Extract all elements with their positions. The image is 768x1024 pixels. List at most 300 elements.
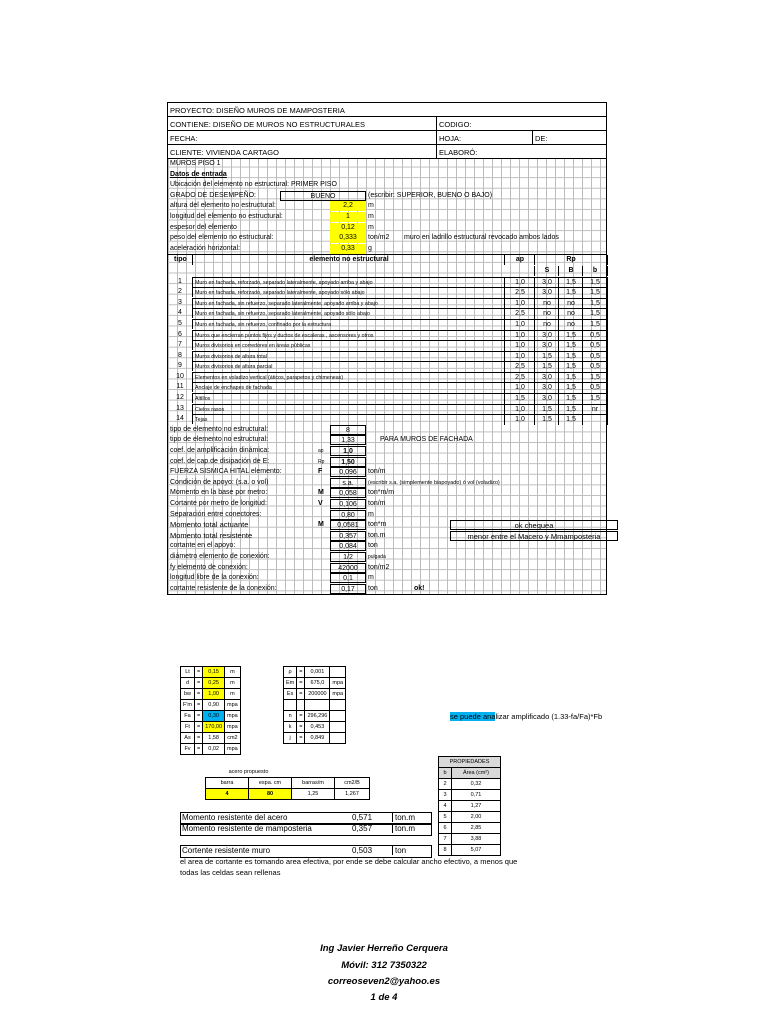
- cort-value: 0,106: [330, 499, 366, 509]
- coef-dis-symbol: Rp: [318, 458, 325, 465]
- row-s: 1,5: [534, 351, 559, 362]
- sep-value: 0,80: [330, 510, 366, 520]
- right-param-eq: =: [297, 733, 305, 744]
- elaboro-label: ELABORÓ:: [439, 148, 478, 157]
- row-ap: 1,0: [504, 277, 535, 288]
- mres-unit: ton.m: [368, 531, 386, 539]
- row-b: 1,5: [558, 287, 583, 298]
- peso-label: peso del elemento no estructural:: [170, 234, 274, 242]
- param-unit: cm2: [225, 733, 241, 744]
- row-description: Muros divisorios de altura total: [192, 351, 504, 361]
- mres-note: menor entre el Macero y Mmamposteria: [450, 531, 618, 541]
- mom-value: 0,058: [330, 488, 366, 498]
- props-area: 5,07: [452, 845, 501, 856]
- right-param-eq: [297, 700, 305, 711]
- cort-symbol: V: [318, 500, 323, 507]
- row-bb: 1,5: [582, 393, 608, 404]
- diam-value: 1/2: [330, 552, 366, 562]
- row-s: 3,0: [534, 287, 559, 298]
- long-row: [168, 573, 607, 584]
- row-bb: 1,5: [582, 277, 608, 288]
- row-description: Elementos en voladizo vertical (áticos, parapetos y chimeneas): [192, 372, 504, 382]
- props-header-row: [439, 768, 501, 779]
- capo-row: [168, 541, 607, 552]
- hoja-label: HOJA:: [439, 134, 462, 143]
- muros-piso: MUROS PISO 1: [170, 160, 221, 167]
- param-unit: mpa: [225, 711, 241, 722]
- row-number: 4: [178, 309, 182, 317]
- cres-value: 0,17: [330, 584, 366, 594]
- row-number: 8: [178, 351, 182, 359]
- coef-amp-label: coef. de amplificación dinámica:: [170, 447, 270, 455]
- row-s: no: [534, 308, 559, 319]
- contents-label: CONTIENE: DISEÑO DE MUROS NO ESTRUCTURALES: [170, 120, 366, 129]
- param-eq: =: [195, 711, 203, 722]
- th-ap: ap: [504, 255, 535, 265]
- mres-row: [168, 531, 607, 542]
- param-eq: =: [195, 700, 203, 711]
- acero-table: [205, 767, 370, 800]
- right-param-eq: =: [297, 667, 305, 678]
- row-bb: 1,5: [582, 372, 608, 383]
- props-row: [439, 845, 501, 856]
- row-s: 3,0: [534, 393, 559, 404]
- right-param-row: [284, 689, 346, 700]
- right-param-s: ρ: [284, 667, 297, 678]
- fy-label: fy elemento de conexión:: [170, 563, 248, 571]
- param-symbol: Fv: [181, 744, 195, 755]
- row-b: 1,5: [558, 382, 583, 393]
- mom-mamp-value: 0,357: [352, 824, 373, 833]
- espesor-value: 0,12: [330, 223, 366, 233]
- th-s: S: [534, 266, 559, 276]
- tipo2-note: PARA MUROS DE FACHADA: [380, 436, 473, 444]
- row-description: Muros divisorios de altura parcial: [192, 361, 504, 371]
- right-param-eq: =: [297, 678, 305, 689]
- props-row: [439, 790, 501, 801]
- acero-h1: barra: [206, 778, 249, 789]
- right-param-row: [284, 667, 346, 678]
- fecha-label: FECHA:: [170, 134, 198, 143]
- cres-unit: ton: [368, 584, 378, 592]
- props-row: [439, 812, 501, 823]
- footer-name: Ing Javier Herreño Cerquera: [320, 943, 448, 954]
- client-label: CLIENTE: VIVIENDA CARTAGO: [170, 148, 279, 157]
- row-ap: 1,5: [504, 393, 535, 404]
- row-description: Cielos rasos: [192, 404, 504, 414]
- coef-dis-row: [168, 457, 607, 468]
- grado-note: (escribir: SUPERIOR, BUENO O BAJO): [368, 191, 493, 199]
- long-unit: m: [368, 574, 374, 582]
- right-param-s: n: [284, 711, 297, 722]
- footer-email: correoseven2@yahoo.es: [327, 976, 441, 987]
- props-h2: Área (cm²): [452, 768, 501, 779]
- props-area: 1,27: [452, 801, 501, 812]
- shear-note-2: todas las celdas sean rellenas: [180, 868, 281, 877]
- row-b: 1,5: [558, 393, 583, 404]
- left-param-row: [181, 667, 241, 678]
- row-number: 6: [178, 330, 182, 338]
- acero-barras-m: 1,25: [292, 789, 335, 800]
- fuerza-label: FUERZA SISMICA HITAL elemento:: [170, 468, 282, 476]
- right-param-u: [330, 667, 346, 678]
- longitud-unit: m: [368, 212, 374, 220]
- analysis-note: [450, 712, 602, 721]
- th-tipo: tipo: [174, 256, 187, 264]
- row-bb: [582, 414, 608, 425]
- props-h1: b: [439, 768, 452, 779]
- row-bb: 1,5: [582, 298, 608, 309]
- header-project: [168, 103, 607, 117]
- cort-label: Cortante por metro de longitud:: [170, 500, 267, 507]
- row-ap: 2,5: [504, 361, 535, 372]
- param-unit: m: [225, 667, 241, 678]
- altura-label: altura del elemento no estructural:: [170, 202, 276, 210]
- left-param-row: [181, 744, 241, 755]
- fuerza-unit: ton/m: [368, 468, 386, 476]
- param-eq: =: [195, 733, 203, 744]
- grado-value: BUENO: [280, 191, 366, 201]
- row-s: 3,0: [534, 372, 559, 383]
- coef-amp-row: [168, 446, 607, 457]
- props-row: [439, 834, 501, 845]
- mact-note: ok chequea: [450, 520, 618, 530]
- param-symbol: F'm: [181, 700, 195, 711]
- left-params-table: [180, 666, 241, 755]
- left-param-row: [181, 733, 241, 744]
- sep-unit: m: [368, 510, 374, 518]
- param-unit: m: [225, 678, 241, 689]
- sep-row: [168, 510, 607, 521]
- row-b: no: [558, 308, 583, 319]
- right-param-v: 200000: [305, 689, 330, 700]
- mact-symbol: M: [318, 521, 324, 529]
- props-area: 0,71: [452, 790, 501, 801]
- codigo-label: CODIGO:: [439, 120, 472, 129]
- acero-h3: barras/m: [292, 778, 335, 789]
- diam-row: [168, 552, 607, 563]
- grado-row: [168, 191, 607, 202]
- row-bb: 0,5: [582, 330, 608, 341]
- right-param-u: mpa: [330, 689, 346, 700]
- row-ap: 1,0: [504, 330, 535, 341]
- row-s: no: [534, 319, 559, 330]
- right-param-s: Em: [284, 678, 297, 689]
- row-b: 1,5: [558, 361, 583, 372]
- row-ap: 1,0: [504, 382, 535, 393]
- acero-espaciamiento: 80: [249, 789, 292, 800]
- right-param-row: [284, 711, 346, 722]
- right-param-s: j: [284, 733, 297, 744]
- left-param-row: [181, 722, 241, 733]
- props-b: 3: [439, 790, 452, 801]
- right-param-v: 0,453: [305, 722, 330, 733]
- table-row: [168, 414, 607, 425]
- peso-unit: ton/m2: [368, 234, 390, 242]
- calculation-sheet: [167, 102, 607, 595]
- right-param-v: 0,849: [305, 733, 330, 744]
- row-s: 1,5: [534, 404, 559, 415]
- mom-mamp-label: Momento resistente de mamposteria: [182, 824, 312, 833]
- th-b: B: [558, 266, 583, 276]
- fy-unit: ton/m2: [368, 563, 390, 571]
- row-number: 1: [178, 277, 182, 285]
- right-param-v: 675,0: [305, 678, 330, 689]
- row-bb: 0,5: [582, 351, 608, 362]
- row-ap: 1,0: [504, 404, 535, 415]
- props-title: PROPIEDADES: [439, 757, 501, 768]
- right-param-u: [330, 711, 346, 722]
- acero-barra: 4: [206, 789, 249, 800]
- table-row: [168, 393, 607, 404]
- row-number: 9: [178, 362, 182, 370]
- tipo2-row: [168, 435, 607, 446]
- right-param-v: 0,001: [305, 667, 330, 678]
- param-symbol: Lt: [181, 667, 195, 678]
- espesor-unit: m: [368, 223, 374, 231]
- right-params-table: [283, 666, 346, 744]
- left-param-row: [181, 689, 241, 700]
- row-ap: 1,0: [504, 340, 535, 351]
- datos-entrada: Datos de entrada: [170, 170, 227, 178]
- acel-value: 0,33: [330, 244, 366, 254]
- cres-label: cortante resistente de la conexión:: [170, 584, 277, 592]
- param-eq: =: [195, 722, 203, 733]
- th-rp: Rp: [534, 255, 608, 265]
- peso-value: 0,333: [330, 233, 366, 243]
- row-b: 1,5: [558, 372, 583, 383]
- row-s: 3,0: [534, 340, 559, 351]
- right-param-eq: =: [297, 689, 305, 700]
- param-value: 1,58: [203, 733, 225, 744]
- cort-unit: ton/m: [368, 500, 386, 507]
- row-description: Tejas: [192, 414, 504, 424]
- cort-label: Cortente resistente muro: [182, 846, 271, 855]
- row-b: 1,5: [558, 340, 583, 351]
- fuerza-row: [168, 467, 607, 478]
- row-b: 1,5: [558, 404, 583, 415]
- right-param-u: [330, 700, 346, 711]
- cond-value: s.a.: [330, 478, 366, 488]
- table-row: [168, 319, 607, 330]
- cres-row: [168, 584, 607, 595]
- cond-row: [168, 478, 607, 489]
- header-client: [168, 145, 607, 159]
- mom-mamp-unit: ton.m: [392, 824, 415, 833]
- row-ap: 1,0: [504, 351, 535, 362]
- row-b: 1,5: [558, 351, 583, 362]
- cort-unit: ton: [392, 846, 406, 855]
- espesor-row: [168, 223, 607, 234]
- props-area: 2,85: [452, 823, 501, 834]
- param-value: 1,00: [203, 689, 225, 700]
- row-description: Altillos: [192, 393, 504, 403]
- props-row: [439, 801, 501, 812]
- coef-dis-label: coef. de cap.de disipación de E:: [170, 457, 270, 465]
- row-b: 1,5: [558, 277, 583, 288]
- right-param-s: Es: [284, 689, 297, 700]
- acero-title: acero propuesto: [228, 769, 269, 775]
- altura-unit: m: [368, 202, 374, 210]
- de-label: DE:: [535, 134, 548, 143]
- mom-acero-unit: ton.m: [392, 813, 415, 822]
- grado-label: GRADO DE DESEMPEÑO:: [170, 191, 256, 199]
- acel-unit: g: [368, 244, 372, 252]
- row-description: Anclaje de enchapes de fachada: [192, 382, 504, 392]
- cres-ok: ok!: [414, 584, 425, 592]
- row-bb: 1,5: [582, 319, 608, 330]
- row-s: 1,5: [534, 361, 559, 372]
- param-unit: m: [225, 689, 241, 700]
- mact-row: [168, 520, 607, 531]
- row-number: 3: [178, 298, 182, 306]
- coef-amp-value: 1,0: [330, 446, 366, 456]
- mom-unit: ton*m/m: [368, 489, 395, 497]
- diam-label: diámetro elemento de conexión:: [170, 552, 270, 560]
- right-param-u: mpa: [330, 678, 346, 689]
- header-contents: [168, 117, 607, 131]
- acero-cm2b: 1,267: [335, 789, 370, 800]
- param-value: 0,90: [203, 700, 225, 711]
- row-ap: 1,0: [504, 319, 535, 330]
- param-value: 0,25: [203, 678, 225, 689]
- th-b2: b: [582, 266, 608, 276]
- mom-row: [168, 488, 607, 499]
- th-elemento: elemento no estructural: [192, 255, 505, 265]
- right-param-s: [284, 700, 297, 711]
- tipo2-label: tipo de elemento no estructural:: [170, 436, 269, 444]
- table-header: [168, 254, 607, 266]
- row-bb: 0,5: [582, 361, 608, 372]
- row-description: Muro en fachada, reforzado, separado lateralmente, apoyado arriba y abajo: [192, 277, 504, 287]
- mact-label: Momento total actuante: [170, 520, 249, 530]
- diam-unit: pulgada: [368, 553, 386, 560]
- props-row: [439, 823, 501, 834]
- longitud-row: [168, 212, 607, 223]
- tipo1-value: 8: [330, 425, 366, 435]
- long-label: longitud libre de la conexión:: [170, 574, 259, 582]
- altura-row: [168, 201, 607, 212]
- right-param-v: [305, 700, 330, 711]
- footer-phone: Móvil: 312 7350322: [341, 960, 427, 971]
- coef-dis-value: 1,50: [330, 457, 366, 467]
- acel-row: [168, 244, 607, 255]
- param-symbol: Fa: [181, 711, 195, 722]
- left-param-row: [181, 700, 241, 711]
- right-param-row: [284, 700, 346, 711]
- datos-row: [168, 170, 607, 181]
- param-value: 0,15: [203, 667, 225, 678]
- right-param-row: [284, 678, 346, 689]
- table-row: [168, 277, 607, 288]
- table-row: [168, 340, 607, 351]
- props-b: 7: [439, 834, 452, 845]
- analysis-note-text: lizar amplificado (1.33-fa/Fa)*Fb: [495, 712, 603, 721]
- param-symbol: As: [181, 733, 195, 744]
- mom-acero-value: 0,571: [352, 813, 373, 822]
- props-title-row: [439, 757, 501, 768]
- table-row: [168, 298, 607, 309]
- row-b: no: [558, 298, 583, 309]
- peso-row: [168, 233, 607, 244]
- tipo1-label: tipo de elemento no estructural:: [170, 425, 269, 433]
- row-ap: 2,5: [504, 372, 535, 383]
- table-row: [168, 351, 607, 362]
- table-row: [168, 361, 607, 372]
- acero-propuesto: [205, 767, 370, 800]
- row-bb: 1,5: [582, 287, 608, 298]
- props-area: 2,00: [452, 812, 501, 823]
- acero-h4: cm2/B: [335, 778, 370, 789]
- row-b: 1,5: [558, 330, 583, 341]
- long-value: 0,1: [330, 573, 366, 583]
- analysis-note-highlight: se puede ana: [450, 712, 496, 721]
- capo-unit: ton: [368, 542, 378, 550]
- altura-value: 2,2: [330, 201, 366, 211]
- coef-amp-symbol: ap: [318, 448, 324, 455]
- ubicacion-row: [168, 180, 607, 191]
- props-table: [438, 756, 501, 856]
- shear-note-1: el area de cortante es tomando area efectiva, por ende se debe calcular ancho efectivo, a menos que: [180, 857, 518, 866]
- cort-value: 0,503: [352, 846, 373, 855]
- row-b: 1,5: [558, 414, 583, 425]
- header-date: [168, 131, 607, 145]
- espesor-label: espesor del elemento: [170, 223, 237, 231]
- row-number: 11: [176, 383, 184, 391]
- table-row: [168, 287, 607, 298]
- row-number: 10: [176, 372, 184, 380]
- row-description: Muro en fachada, sin refuerzo, separado lateralmente, apoyado arriba y abajo: [192, 298, 504, 308]
- row-bb: 1,5: [582, 308, 608, 319]
- row-s: 3,0: [534, 277, 559, 288]
- param-eq: =: [195, 689, 203, 700]
- right-param-row: [284, 722, 346, 733]
- row-number: 12: [176, 394, 184, 402]
- row-description: Muros que encierran puntos fijos y ductos de escaleras , ascensores y otros: [192, 330, 504, 340]
- row-ap: 1,0: [504, 298, 535, 309]
- longitud-value: 1: [330, 212, 366, 222]
- cond-label: Condición de apoyo: (s.a. o vol): [170, 478, 269, 486]
- right-param-v: 296,296: [305, 711, 330, 722]
- left-param-row: [181, 711, 241, 722]
- props-area: 0,32: [452, 779, 501, 790]
- sep-label: Separación entre conectores:: [170, 510, 262, 518]
- cond-note: (escribir s.a. (simplemente biapoyado) ó vol (voladizo): [368, 479, 500, 486]
- acero-h2: espa. cm: [249, 778, 292, 789]
- row-s: 3,0: [534, 382, 559, 393]
- param-eq: =: [195, 678, 203, 689]
- param-value: 0,30: [203, 711, 225, 722]
- row-bb: nr: [582, 404, 608, 415]
- table-row: [168, 308, 607, 319]
- props-b: 5: [439, 812, 452, 823]
- row-description: Muro en fachada, sin refuerzo, confinado por la estructura: [192, 319, 504, 329]
- longitud-label: longitud del elemento no estructural:: [170, 212, 283, 220]
- fuerza-symbol: F: [318, 468, 323, 476]
- left-param-row: [181, 678, 241, 689]
- capo-label: cortante en el apoyo:: [170, 542, 236, 550]
- acel-label: aceleración horizontal:: [170, 244, 241, 252]
- table-subheader: [168, 266, 607, 277]
- mact-value: 0,0581: [330, 520, 366, 530]
- right-param-u: [330, 733, 346, 744]
- capo-value: 0,084: [330, 541, 366, 551]
- row-b: no: [558, 319, 583, 330]
- muros-piso-row: [168, 159, 607, 170]
- param-unit: mpa: [225, 700, 241, 711]
- param-unit: mpa: [225, 744, 241, 755]
- ubicacion: Ubicación del elemento no estructural: PRIMER PISO: [170, 181, 337, 189]
